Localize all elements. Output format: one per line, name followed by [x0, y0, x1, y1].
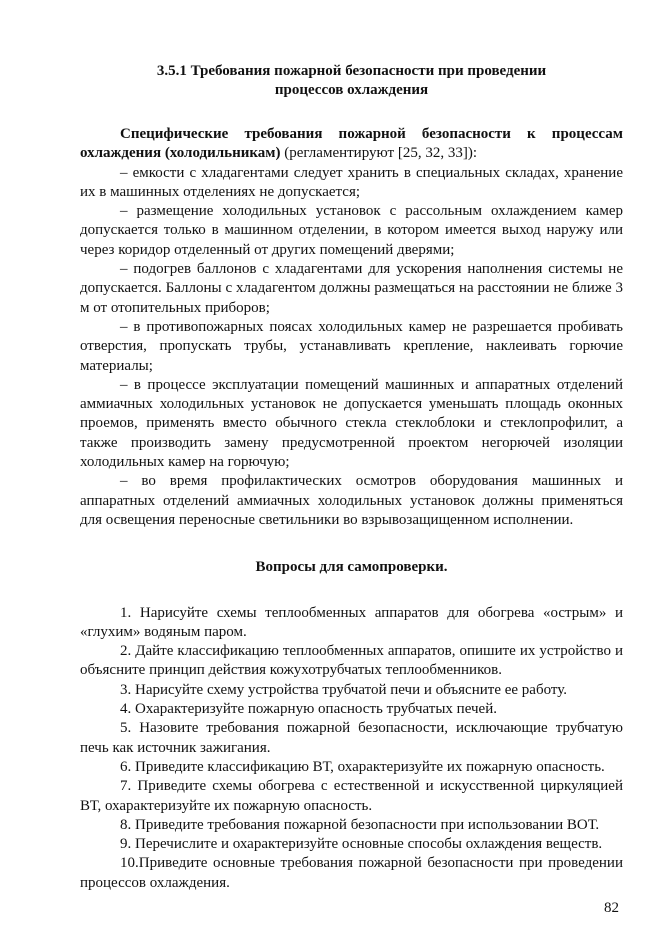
requirement-item: – подогрев баллонов с хладагентами для ускорения наполнения системы не допускается. Баллоны с хладагентом должны размещаться на расстоянии не ближе 3 м от отопительных приборов; [80, 261, 623, 316]
specific-requirements-bold-lead: Специфические требования пожарной безопасности к процессам охлаждения (холодильникам) [80, 126, 623, 162]
page-content [80, 62, 623, 893]
specific-requirements-rest: (регламентируют [25, 32, 33]): [280, 145, 477, 162]
question-item: 1. Нарисуйте схемы теплообменных аппаратов для обогрева «острым» и «глухим» водяным паром. [80, 604, 623, 640]
section-title-line-1: 3.5.1 Требования пожарной безопасности при проведении [156, 63, 547, 79]
question-item: 7. Приведите схемы обогрева с естественной и искусственной циркуляцией ВТ, охарактеризуйте их пожарную опасность. [80, 778, 623, 814]
specific-requirements-intro [80, 125, 623, 164]
requirement-item: – в процессе эксплуатации помещений машинных и аппаратных отделений аммиачных холодильных установок не допускается уменьшать площадь оконных проемов, применять вместо обычного стекла стеклоблоки и стеклопрофилит, а также производить замену предусмотренной проектом негорючей изоляции холодильных камер на горючую; [80, 376, 623, 471]
question-item: 8. Приведите требования пожарной безопасности при использовании ВОТ. [120, 816, 600, 833]
requirement-item: – размещение холодильных установок с рассольным охлаждением камер допускается только в машинном отделении, в котором имеется выход наружу или через коридор отделенный от других помещений дверями; [80, 203, 623, 258]
requirement-item: – емкости с хладагентами следует хранить в специальных складах, хранение их в машинных отделениях не допускается; [80, 164, 623, 200]
question-item: 10.Приведите основные требования пожарной безопасности при проведении процессов охлаждения. [80, 855, 623, 891]
requirement-item: – во время профилактических осмотров оборудования машинных и аппаратных отделений аммиачных холодильных установок должны применяться для освещения переносные светильники во взрывозащищенном исполнении. [80, 473, 623, 528]
question-item: 4. Охарактеризуйте пожарную опасность трубчатых печей. [120, 701, 497, 718]
section-title [80, 62, 623, 100]
page-number: 82 [604, 900, 619, 916]
question-item: 6. Приведите классификацию ВТ, охарактеризуйте их пожарную опасность. [120, 758, 605, 775]
section-title-line-2: процессов охлаждения [274, 82, 429, 98]
question-item: 2. Дайте классификацию теплообменных аппаратов, опишите их устройство и объясните принцип действия кожухотрубчатых теплообменников. [80, 643, 623, 679]
question-item: 3. Нарисуйте схему устройства трубчатой печи и объясните ее работу. [120, 681, 567, 698]
requirement-item: – в противопожарных поясах холодильных камер не разрешается пробивать отверстия, пропускать трубы, устанавливать крепление, наклеивать горючие материалы; [80, 318, 623, 374]
questions-title: Вопросы для самопроверки. [255, 559, 448, 576]
question-item: 9. Перечислите и охарактеризуйте основные способы охлаждения веществ. [120, 836, 603, 853]
question-item: 5. Назовите требования пожарной безопасности, исключающие трубчатую печь как источник зажигания. [80, 720, 623, 756]
